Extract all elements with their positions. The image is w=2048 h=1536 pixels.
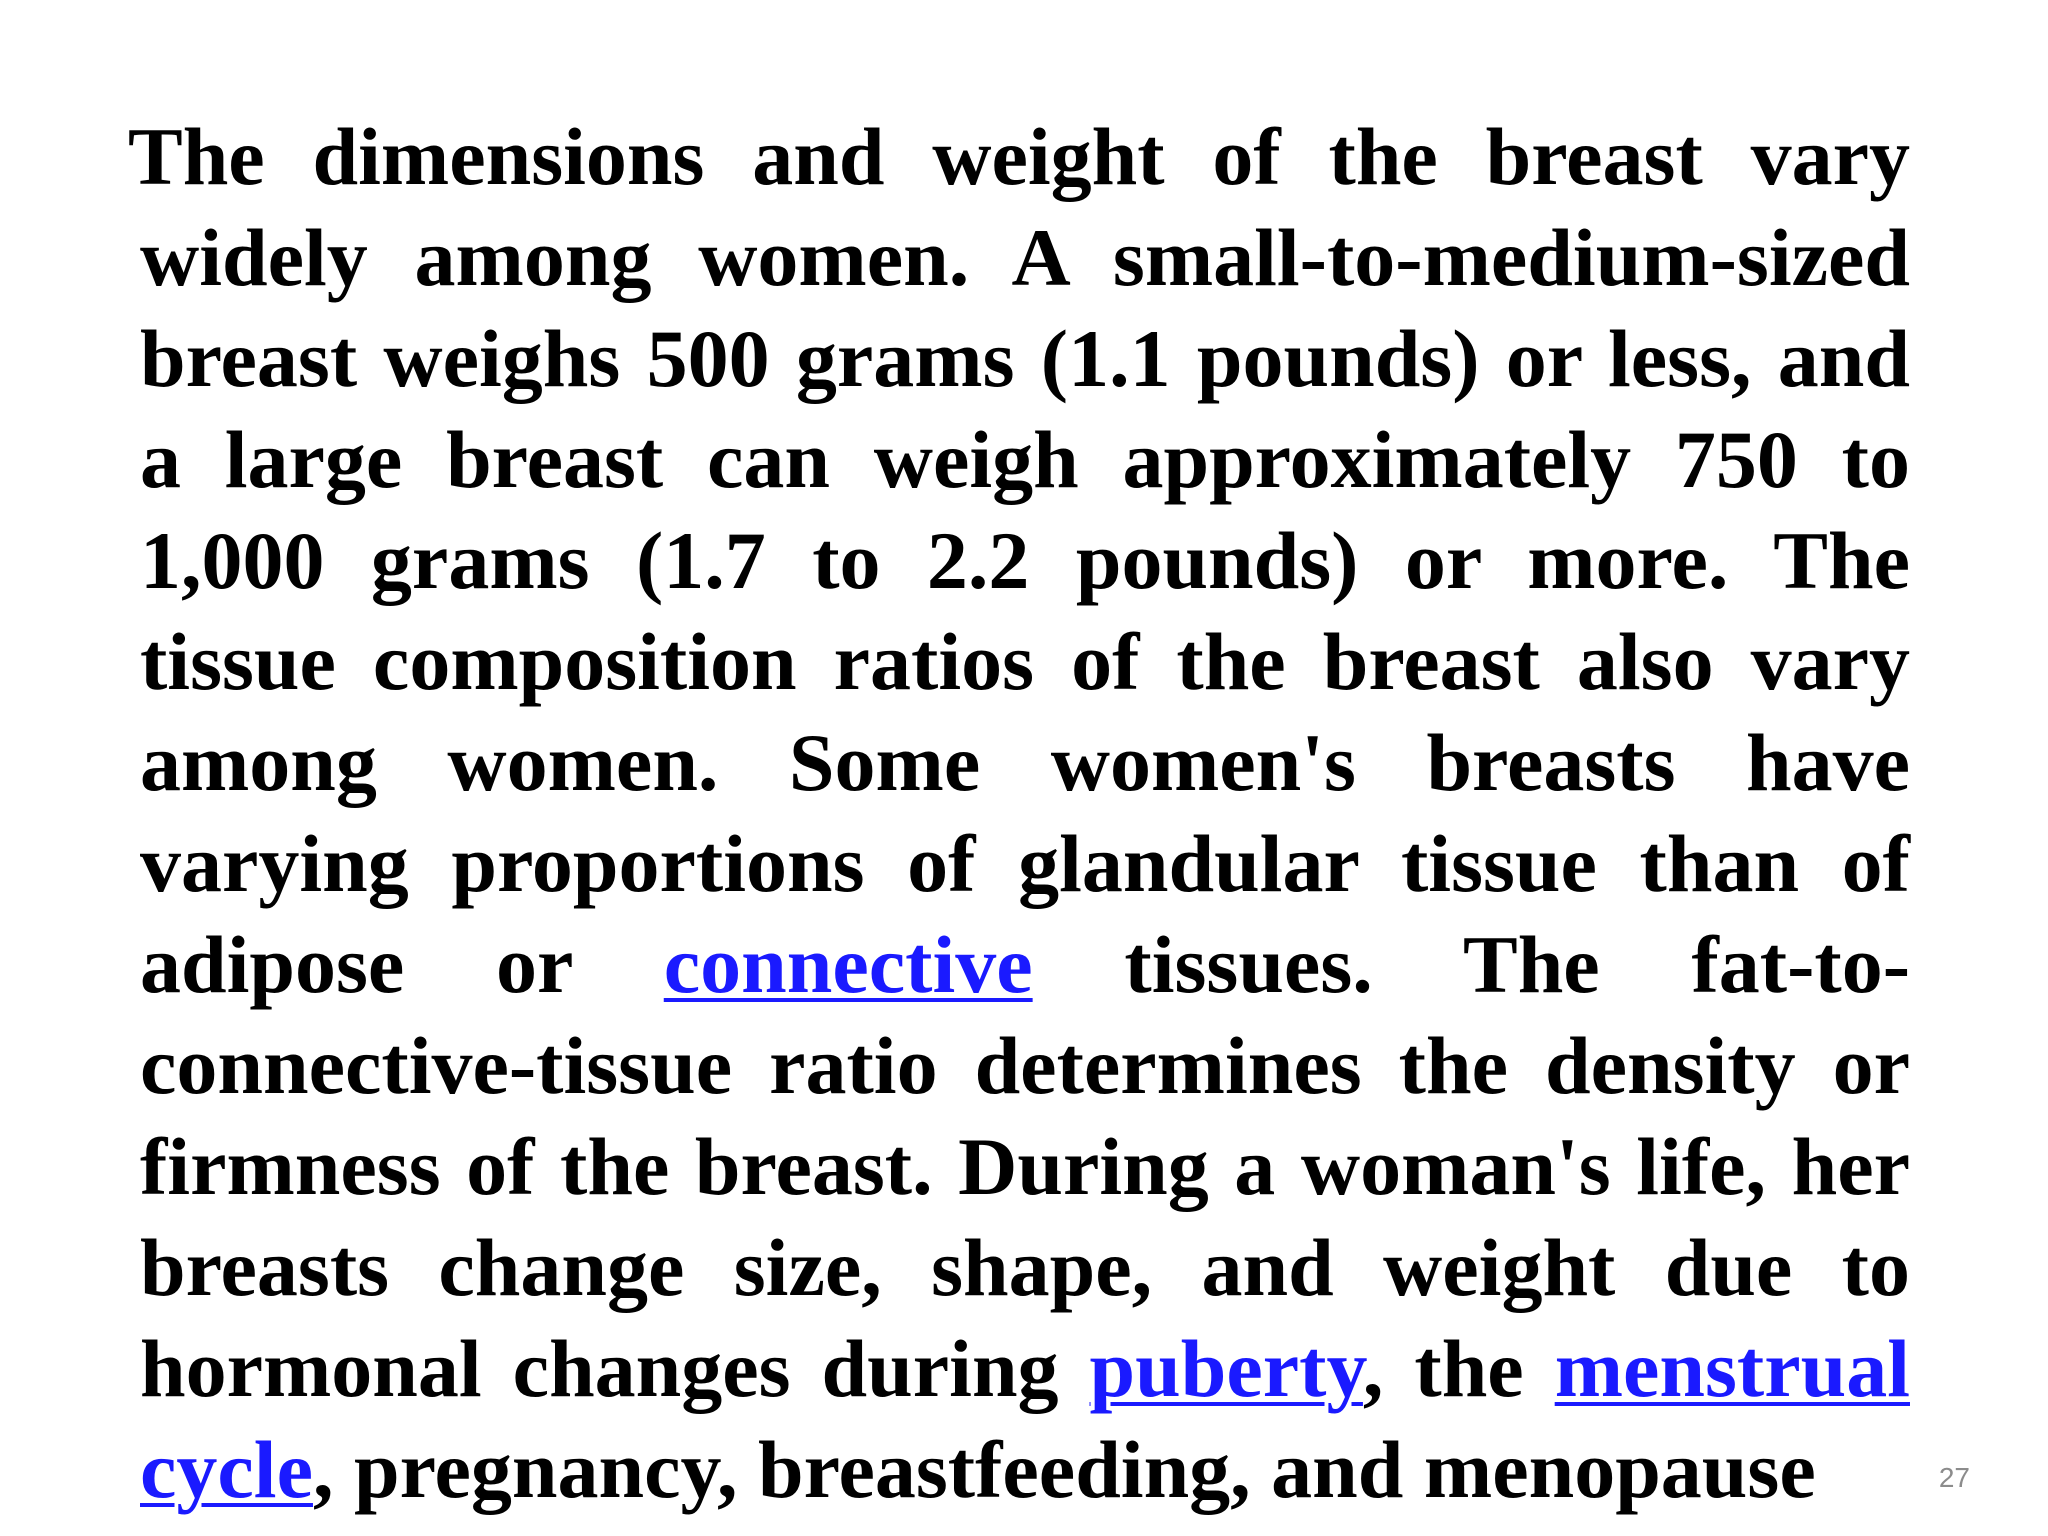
body-paragraph [128,106,1910,1520]
link-puberty[interactable]: puberty [1089,1323,1363,1414]
link-connective[interactable]: connective [663,919,1033,1010]
text-segment: , pregnancy, breastfeeding, and menopause [312,1424,1816,1515]
link-menstrual-cycle[interactable]: menstrual cycle [140,1323,1910,1515]
text-segment: tissues. The fat-to-connective-tissue ratio determines the density or firmness of the breast. During a woman's life, her breasts change size, shape, and weight due to hormonal changes during [140,919,1910,1414]
page-number: 27 [1938,1462,1970,1493]
text-segment: , the [1362,1323,1555,1414]
text-segment: The dimensions and weight of the breast vary widely among women. A small-to-medium-sized breast weighs 500 grams (1.1 pounds) or less, and a large breast can weigh approximately 750 to 1,000 grams (1.7 to 2.2 pounds) or more. The tissue composition ratios of the breast also vary among women. Some women's breasts have varying proportions of glandular tissue than of adipose or [128,111,1910,1010]
